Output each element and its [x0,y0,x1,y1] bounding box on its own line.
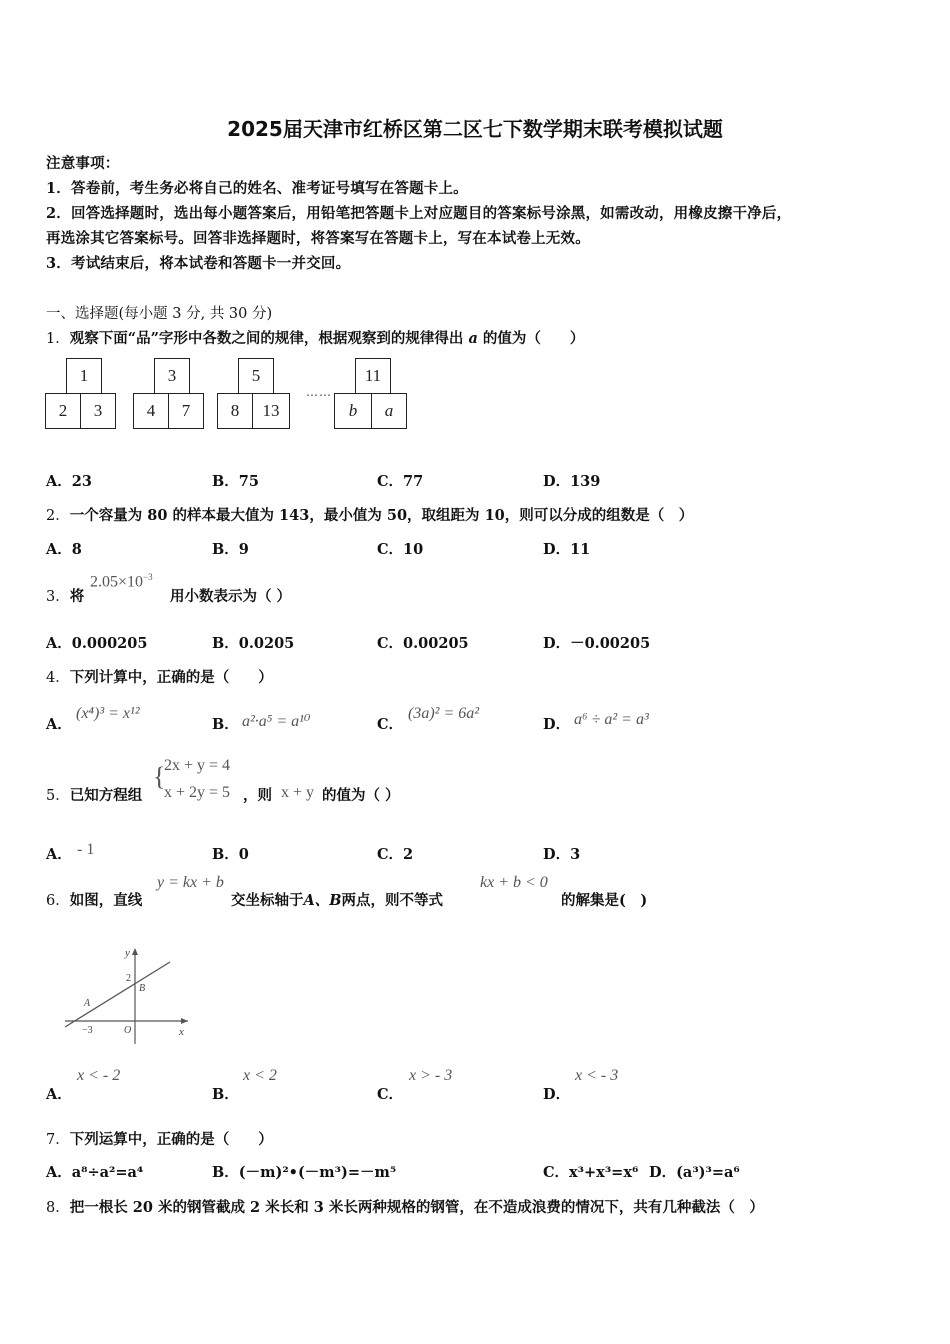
x-intercept-label: −3 [82,1025,93,1036]
q3-option-d: D．－0.00205 [543,635,651,652]
q6-expr-b: x < 2 [243,1067,277,1084]
question-3 [46,585,84,606]
q1-option-c: C．77 [377,473,424,490]
q5-equation-1: 2x + y = 4 [164,757,231,774]
q4-expr-b: a²·a⁵ = a¹⁰ [242,713,311,730]
q7-option-a: A．a⁸÷a²=a⁴ [46,1164,144,1181]
q3-expression [90,572,153,591]
q4-label-c: C． [377,716,404,733]
figure-3-left: 8 [217,393,253,429]
q2-option-d: D．11 [543,541,591,558]
question-4 [46,666,273,687]
q2-option-a: A．8 [46,541,82,558]
question-text: 一个容量为 80 的样本最大值为 143，最小值为 50，取组距为 10，则可以分成的组数是（ ） [69,507,694,524]
graph-line [65,962,170,1027]
figure-2-left: 4 [133,393,169,429]
q6-expr-d: x < - 3 [575,1067,619,1084]
point-a-label: A [84,998,91,1009]
question-text: 如图，直线 [69,892,143,909]
figure-4-left: b [334,393,372,429]
figure-1-left: 2 [45,393,81,429]
figure-2-right: 7 [168,393,204,429]
y-intercept-label: 2 [126,973,131,984]
question-text: 两点，则不等式 [341,892,444,909]
question-text: 交坐标轴于 [231,892,304,909]
question-text: 已知方程组 [69,787,143,804]
question-8 [46,1196,764,1217]
points-label: A、B [303,892,342,909]
question-text: 将 [69,588,85,605]
notice-heading: 注意事项： [46,155,120,172]
q6-line-equation: y = kx + b [157,874,224,891]
q7-option-d: D．(a³)³=a⁶ [649,1164,740,1181]
question-text-end: 的值为（ ） [477,330,585,347]
q6-expr-a: x < - 2 [77,1067,121,1084]
question-2 [46,504,693,525]
question-number: 2． [46,508,70,524]
q4-label-b: B． [212,716,239,733]
q1-option-a: A．23 [46,473,92,490]
equation-brace: { [153,762,166,791]
q4-expr-a: (x⁴)³ = x¹² [76,705,140,722]
q6-text-mid [231,889,443,910]
question-number: 8． [46,1200,70,1216]
question-number: 3． [46,589,70,605]
section-heading: 一、选择题(每小题 3 分, 共 30 分) [46,306,273,322]
figure-2-top: 3 [154,358,190,394]
q5-option-b: B．0 [212,846,249,863]
q6-label-c: C． [377,1086,404,1103]
q6-graph [60,940,195,1050]
q5-option-c: C．2 [377,846,414,863]
q2-option-b: B．9 [212,541,249,558]
question-text: 观察下面“品”字形中各数之间的规律，根据观察到的规律得出 [69,330,469,347]
question-number: 6． [46,893,70,909]
q6-label-d: D． [543,1086,571,1103]
notice-item-2-cont: 再选涂其它答案标号。回答非选择题时，将答案写在答题卡上，写在本试卷上无效。 [46,230,590,247]
q5-label-a: A． [46,846,72,863]
figure-1-right: 3 [80,393,116,429]
x-axis-label: x [179,1026,184,1038]
q3-text-post: 用小数表示为（ ） [170,588,292,605]
x-axis-arrow [181,1018,188,1024]
question-1 [46,327,584,348]
notice-item-2: 2．回答选择题时，选出每小题答案后，用铅笔把答题卡上对应题目的答案标号涂黑，如需改动，用橡皮擦干净后， [46,205,792,222]
origin-label: O [124,1025,132,1036]
q5-text-post: 的值为（ ） [322,787,400,804]
figure-4-top: 11 [355,358,391,394]
figure-dots: …… [306,385,332,399]
q6-inequality: kx + b < 0 [480,874,548,891]
figure-3-right: 13 [252,393,290,429]
q4-expr-d: a⁶ ÷ a² = a³ [574,711,649,728]
figure-4-right: a [371,393,407,429]
q2-option-c: C．10 [377,541,424,558]
question-7 [46,1128,273,1149]
q3-option-b: B．0.0205 [212,635,295,652]
q6-expr-c: x > - 3 [409,1067,453,1084]
question-number: 1． [46,331,70,347]
q4-expr-c: (3a)² = 6a² [408,705,480,722]
figure-3-top: 5 [238,358,274,394]
y-axis-arrow [132,948,138,955]
q4-label-d: D． [543,716,571,733]
question-text: 下列运算中，正确的是（ ） [69,1131,273,1148]
question-number: 4． [46,670,70,686]
q6-text-post: 的解集是( ) [561,892,648,909]
point-b-label: B [139,983,146,994]
question-variable: a [468,330,478,347]
notice-item-3: 3．考试结束后，将本试卷和答题卡一并交回。 [46,255,351,272]
expr-base: 2.05×10 [90,573,144,591]
q5-expression: x + y [281,784,315,801]
expr-exponent: −3 [143,572,153,582]
q5-equation-2: x + 2y = 5 [164,784,231,801]
page-title: 2025届天津市红桥区第二区七下数学期末联考模拟试题 [227,117,723,141]
question-6 [46,889,142,910]
q7-option-b: B．(－m)²•(－m³)=－m⁵ [212,1164,397,1181]
q5-option-d: D．3 [543,846,581,863]
question-5 [46,784,142,805]
q3-option-a: A．0.000205 [46,635,148,652]
q5-text-mid: ，则 [243,787,272,804]
q3-option-c: C．0.00205 [377,635,469,652]
q1-option-d: D．139 [543,473,601,490]
notice-item-1: 1．答卷前，考生务必将自己的姓名、准考证号填写在答题卡上。 [46,180,468,197]
figure-1-top: 1 [66,358,102,394]
q4-label-a: A． [46,716,72,733]
y-axis-label: y [125,947,130,959]
question-text: 下列计算中，正确的是（ ） [69,669,273,686]
question-number: 5． [46,788,70,804]
q7-option-c: C．x³+x³=x⁶ [543,1164,639,1181]
q6-label-a: A． [46,1086,72,1103]
q5-expr-a: - 1 [77,841,95,858]
question-text: 把一根长 20 米的钢管截成 2 米长和 3 米长两种规格的钢管，在不造成浪费的情况下，共有几种截法（ ） [69,1199,764,1216]
q1-option-b: B．75 [212,473,259,490]
q6-label-b: B． [212,1086,239,1103]
question-number: 7． [46,1132,70,1148]
